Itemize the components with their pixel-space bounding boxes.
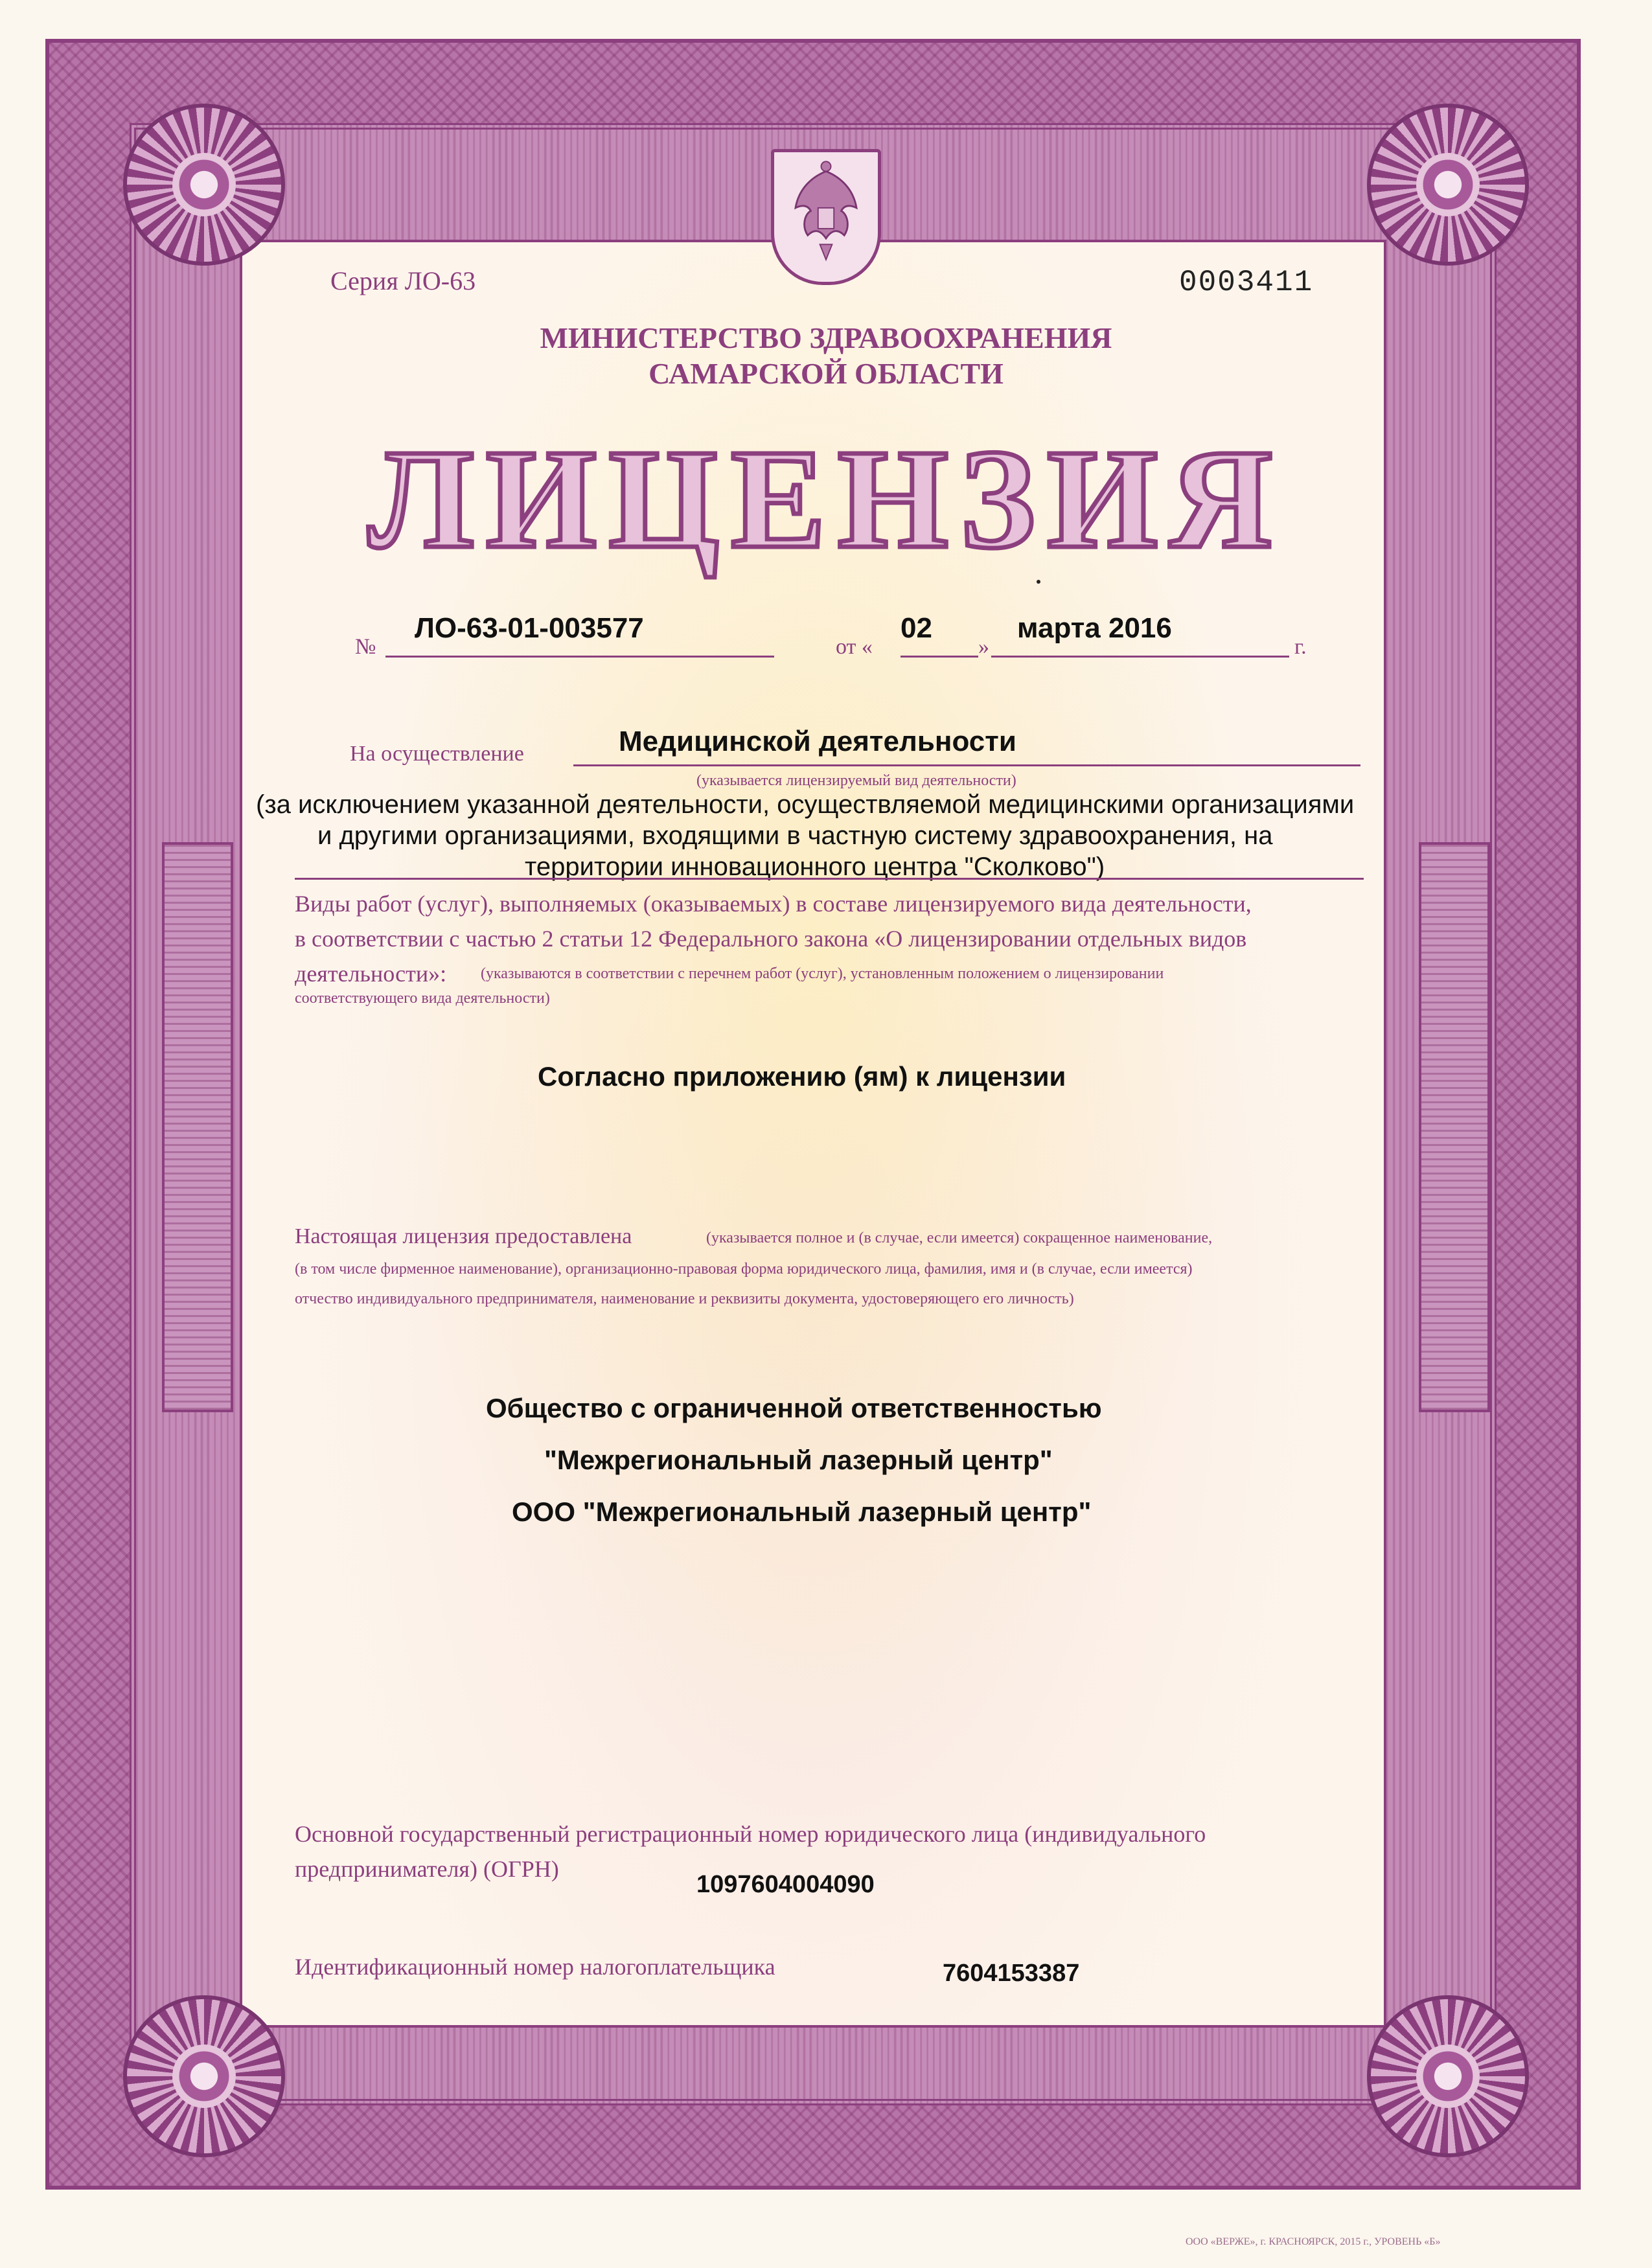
works-line2: в соответствии с частью 2 статьи 12 Федерального закона «О лицензировании отдельных видов [295,926,1247,952]
works-value: Согласно приложению (ям) к лицензии [538,1061,1066,1092]
activity-underline [573,764,1360,766]
rosette-bottom-left [123,1995,285,2157]
rosette-top-left [123,104,285,266]
day-underline [901,656,978,658]
activity-exception-line3: территории инновационного центра "Сколково") [525,853,1105,881]
printer-imprint: ООО «ВЕРЖЕ», г. КРАСНОЯРСК, 2015 г., УРОВЕНЬ «Б» [1186,2236,1441,2247]
ministry-name-line1: МИНИСТЕРСТВО ЗДРАВООХРАНЕНИЯ [540,321,1112,354]
holder-label: Настоящая лицензия предоставлена [295,1224,632,1248]
works-line3: деятельности»: [295,961,447,987]
series-label: Серия ЛО-63 [330,266,476,295]
license-number: ЛО-63-01-003577 [415,612,644,644]
ministry-name-line2: САМАРСКОЙ ОБЛАСТИ [648,357,1004,390]
serial-number: 0003411 [1179,266,1314,299]
side-ornament-left [162,842,233,1412]
activity-label: На осуществление [350,742,524,766]
side-ornament-right [1419,842,1490,1412]
ogrn-label-line2: предпринимателя) (ОГРН) [295,1856,559,1882]
ogrn-value: 1097604004090 [696,1871,875,1898]
document-title: ЛИЦЕНЗИЯ [367,420,1285,578]
coat-of-arms-icon [771,149,881,285]
holder-hint3: отчество индивидуального предпринимателя, наименование и реквизиты документа, удостоверяющего его личность) [295,1290,1074,1307]
holder-hint2: (в том числе фирменное наименование), организационно-правовая форма юридического лица, фамилия, имя и (в случае, если имеется) [295,1261,1193,1277]
exception-underline [295,878,1364,880]
number-sign: № [355,635,376,659]
from-close: » [978,635,989,659]
license-day: 02 [901,612,932,644]
inn-value: 7604153387 [943,1960,1080,1987]
holder-name-line3: ООО "Межрегиональный лазерный центр" [512,1496,1092,1527]
inn-label: Идентификационный номер налогоплательщика [295,1954,775,1980]
from-label: от « [836,635,873,659]
works-line1: Виды работ (услуг), выполняемых (оказываемых) в составе лицензируемого вида деятельности, [295,891,1252,917]
number-underline [385,656,774,658]
license-month-year: марта 2016 [1017,612,1172,644]
activity-exception-line2: и другими организациями, входящими в частную систему здравоохранения, на [317,821,1273,850]
activity-value: Медицинской деятельности [619,726,1016,757]
rosette-top-right [1367,104,1529,266]
works-hint1: (указываются в соответствии с перечнем работ (услуг), установленным положением о лицензировании [481,965,1164,982]
holder-name-line2: "Межрегиональный лазерный центр" [544,1445,1053,1475]
ogrn-label-line1: Основной государственный регистрационный номер юридического лица (индивидуального [295,1821,1206,1847]
ink-dot [1037,580,1040,584]
holder-name-line1: Общество с ограниченной ответственностью [486,1393,1102,1423]
month-underline [991,656,1289,658]
rosette-bottom-right [1367,1995,1529,2157]
activity-exception-line1: (за исключением указанной деятельности, осуществляемой медицинскими организациями [256,790,1355,819]
works-hint2: соответствующего вида деятельности) [295,990,550,1007]
year-suffix: г. [1294,635,1307,659]
activity-hint: (указывается лицензируемый вид деятельности) [696,772,1016,789]
holder-hint1: (указывается полное и (в случае, если имеется) сокращенное наименование, [706,1230,1213,1246]
